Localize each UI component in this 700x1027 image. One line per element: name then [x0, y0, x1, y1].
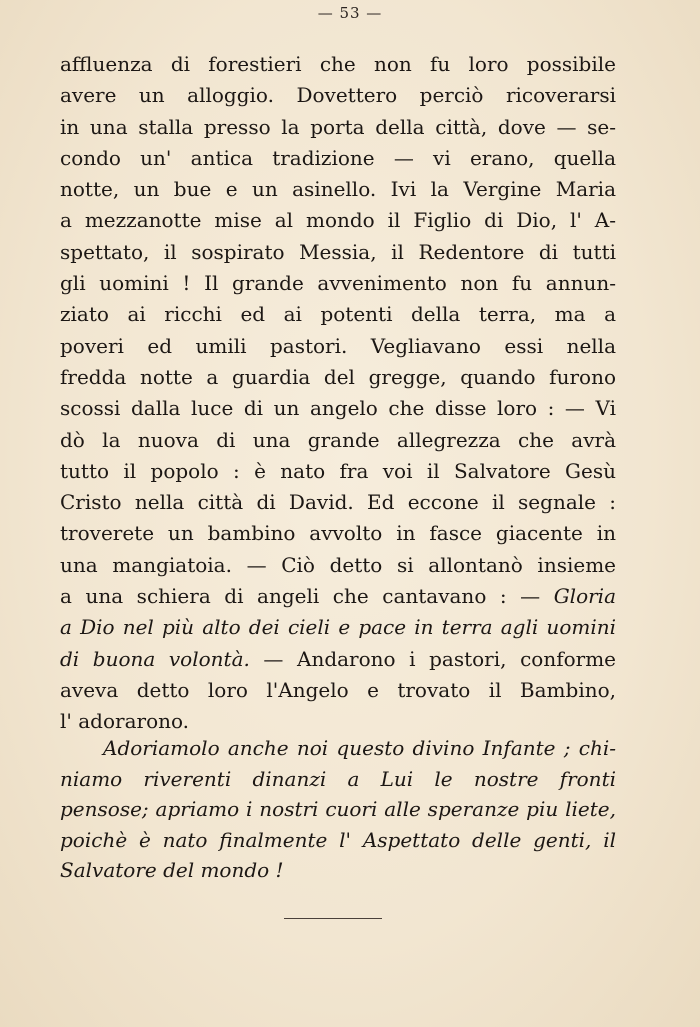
text-line: niamo riverenti dinanzi a Lui le nostre fronti — [60, 766, 616, 791]
text-line: troverete un bambino avvolto in fasce giacente in — [60, 521, 616, 546]
text-line: aveva detto loro l'Angelo e trovato il Bambino, — [60, 677, 616, 702]
text-line: pensose; apriamo i nostri cuori alle speranze piu liete, — [60, 797, 616, 821]
italic-phrase: a Dio nel più alto dei cieli e pace in terra agli uomini — [60, 615, 616, 640]
text-line: poichè è nato finalmente l' Aspettato delle genti, il — [60, 827, 616, 852]
text-line: Salvatore del mondo ! — [60, 858, 284, 882]
text-line: ziato ai ricchi ed ai potenti della terra, ma a — [60, 302, 616, 327]
text-line: Cristo nella città di David. Ed eccone il segnale : — [60, 490, 616, 515]
page-number: — 53 — — [317, 4, 383, 22]
text-line: a una schiera di angeli che cantavano : — Gloria — [60, 584, 616, 609]
main-paragraph — [60, 49, 616, 738]
text-line: gli uomini ! Il grande avvenimento non fu annun- — [60, 271, 616, 296]
text-line: dò la nuova di una grande allegrezza che avrà — [60, 427, 616, 452]
closing-paragraph — [60, 733, 616, 886]
text-line — [60, 612, 616, 643]
text-line: avere un alloggio. Dovettero perciò ricoverarsi — [60, 83, 616, 108]
text-line: in una stalla presso la porta della città, dove — se- — [60, 114, 616, 139]
text-line: fredda notte a guardia del gregge, quando furono — [60, 364, 616, 389]
text-line: spettato, il sospirato Messia, il Redentore di tutti — [60, 239, 616, 264]
text-line: notte, un bue e un asinello. Ivi la Vergine Maria — [60, 177, 616, 202]
section-divider — [284, 918, 382, 919]
text-line: scossi dalla luce di un angelo che disse loro : — Vi — [60, 396, 616, 421]
text-line: Adoriamolo anche noi questo divino Infante ; chi- — [103, 736, 616, 760]
text-line: affluenza di forestieri che non fu loro possibile — [60, 52, 616, 76]
text-line: l' adorarono. — [60, 709, 190, 734]
text-line: a mezzanotte mise al mondo il Figlio di Dio, l' A- — [60, 208, 616, 233]
italic-phrase: Gloria — [553, 584, 616, 609]
text-line: tutto il popolo : è nato fra voi il Salvatore Gesù — [60, 458, 616, 483]
italic-phrase: di buona volontà. — [60, 646, 250, 671]
text-line: condo un' antica tradizione — vi erano, quella — [60, 145, 616, 170]
text-line: di buona volontà. — Andarono i pastori, conforme — [60, 646, 616, 671]
text-line: una mangiatoia. — Ciò detto si allontanò insieme — [60, 552, 616, 577]
text-line: poveri ed umili pastori. Vegliavano essi nella — [60, 333, 616, 358]
